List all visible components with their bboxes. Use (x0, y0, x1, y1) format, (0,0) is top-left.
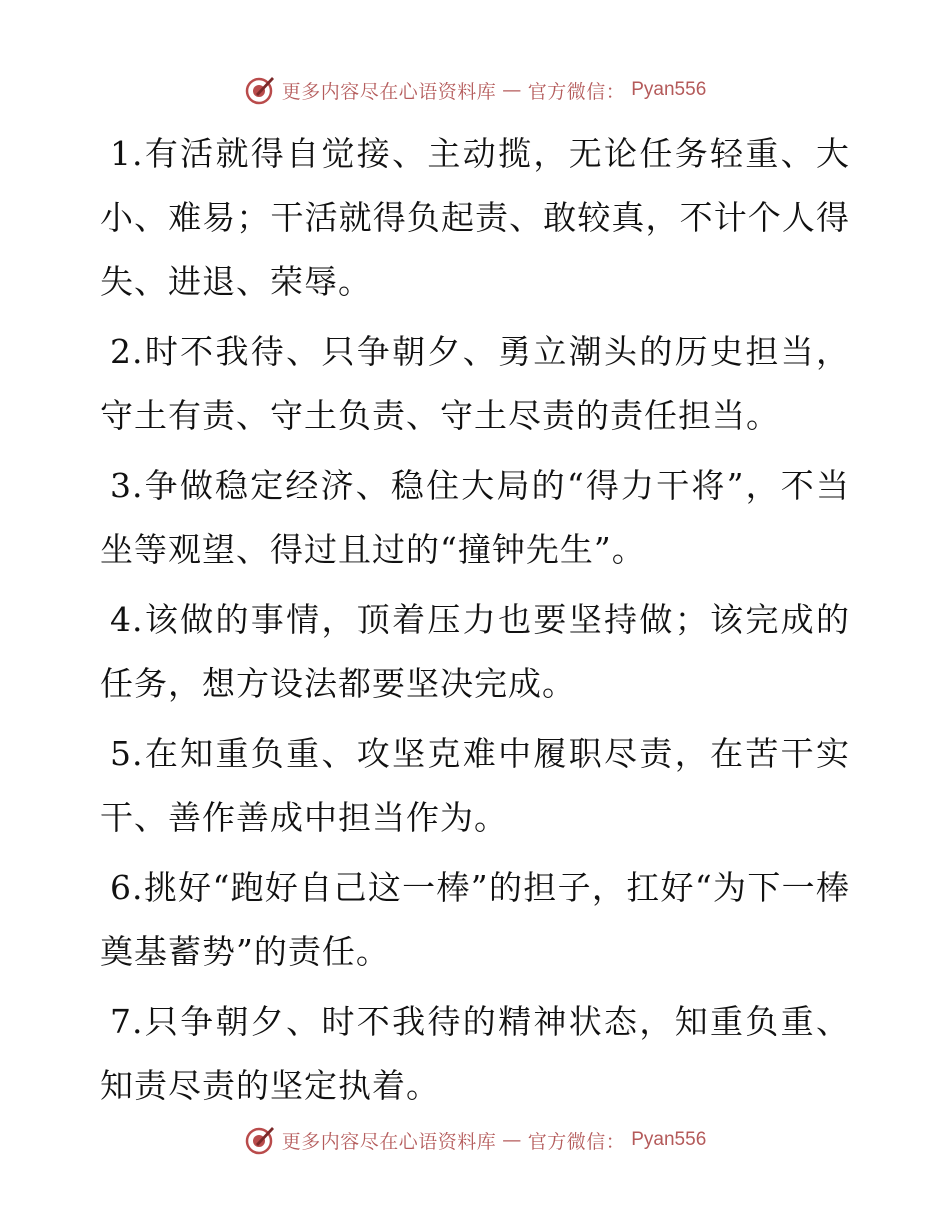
header-banner (0, 70, 950, 110)
banner-main-text: 更多内容尽在心语资料库 (281, 1130, 497, 1153)
list-item (100, 588, 850, 716)
item-number: 5. (110, 734, 144, 773)
item-text: 挑好“跑好自己这一棒”的担子，扛好“为下一棒奠基蓄势”的责任。 (100, 868, 850, 971)
banner-wechat-label: 官方微信： (527, 1130, 626, 1153)
list-item (100, 722, 850, 850)
list-item (100, 454, 850, 582)
item-number: 2. (110, 332, 144, 371)
item-text: 该做的事情，顶着压力也要坚持做；该完成的任务，想方设法都要坚决完成。 (100, 600, 850, 703)
item-number: 7. (110, 1002, 144, 1041)
item-text: 时不我待、只争朝夕、勇立潮头的历史担当，守土有责、守土负责、守土尽责的责任担当。 (100, 332, 850, 435)
item-text: 有活就得自觉接、主动揽，无论任务轻重、大小、难易；干活就得负起责、敢较真，不计个人得失、进退、荣辱。 (100, 134, 850, 301)
list-item (100, 122, 850, 314)
item-text: 争做稳定经济、稳住大局的“得力干将”，不当坐等观望、得过且过的“撞钟先生”。 (100, 466, 850, 569)
list-item (100, 320, 850, 448)
banner-main-text: 更多内容尽在心语资料库 (281, 80, 497, 103)
quill-seal-logo-icon (244, 1124, 276, 1156)
item-number: 6. (110, 868, 144, 907)
list-item (100, 856, 850, 984)
banner-dash: — (502, 79, 522, 101)
list-item (100, 990, 850, 1118)
banner-wechat-id: Pyan556 (631, 79, 707, 100)
item-text: 只争朝夕、时不我待的精神状态，知重负重、知责尽责的坚定执着。 (100, 1002, 850, 1105)
item-text: 在知重负重、攻坚克难中履职尽责，在苦干实干、善作善成中担当作为。 (100, 734, 850, 837)
item-number: 3. (110, 466, 144, 505)
banner-dash: — (502, 1129, 522, 1151)
item-number: 1. (110, 134, 144, 173)
footer-banner (0, 1120, 950, 1160)
banner-wechat-id: Pyan556 (631, 1129, 707, 1150)
item-number: 4. (110, 600, 144, 639)
quill-seal-logo-icon (244, 74, 276, 106)
document-body (100, 122, 850, 1124)
banner-wechat-label: 官方微信： (527, 80, 626, 103)
